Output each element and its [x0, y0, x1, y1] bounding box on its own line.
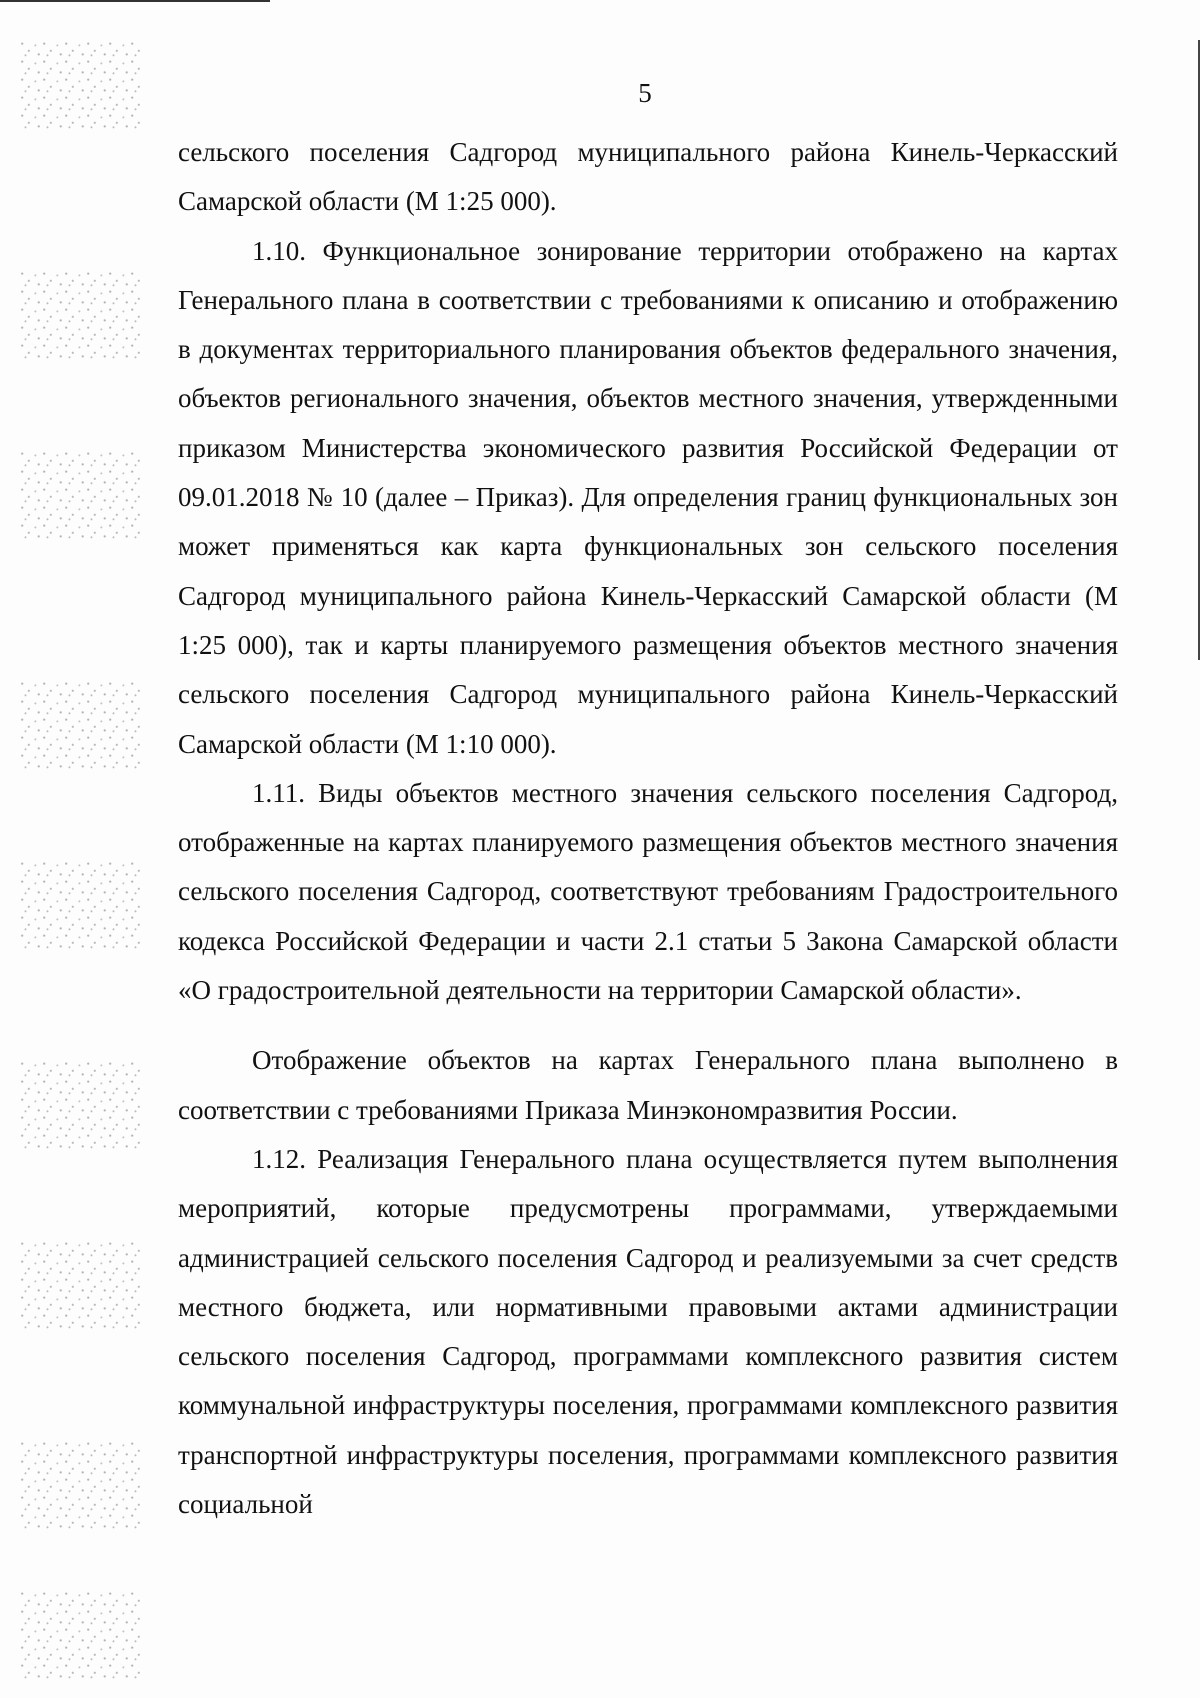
scan-speckle — [20, 1590, 140, 1680]
page-number: 5 — [638, 78, 652, 108]
document-body — [178, 128, 1118, 1529]
scan-speckle — [20, 680, 140, 770]
scan-speckle — [20, 450, 140, 540]
paragraph-continuation: сельского поселения Садгород муниципального района Кинель-Черкасский Самарской области (М 1:25 000). — [178, 137, 1118, 217]
scan-speckle — [20, 1060, 140, 1150]
scan-speckle — [20, 860, 140, 950]
scan-edge-line — [0, 0, 270, 2]
paragraph-1-12: 1.12. Реализация Генерального плана осуществляется путем выполнения мероприятий, которые предусмотрены программами, утверждаемыми администрацией сельского поселения Садгород и реализуемыми за счет средств местного бюджета, или нормативными правовыми актами администрации сельского поселения Садгород, программами комплексного развития систем коммунальной инфраструктуры поселения, программами комплексного развития транспортной инфраструктуры поселения, программами комплексного развития социальной — [178, 1143, 1118, 1520]
scan-speckle — [20, 1440, 140, 1530]
paragraph-1-10: 1.10. Функциональное зонирование территории отображено на картах Генерального плана в соответствии с требованиями к описанию и отображению в документах территориального планирования объектов федерального значения, объектов регионального значения, объектов местного значения, утвержденными приказом Министерства экономического развития Российской Федерации от 09.01.2018 № 10 (далее – Приказ). Для определения границ функциональных зон может применяться как карта функциональных зон сельского поселения Садгород муниципального района Кинель-Черкасский Самарской области (М 1:25 000), так и карты планируемого размещения объектов местного значения сельского поселения Садгород муниципального района Кинель-Черкасский Самарской области (М 1:10 000). — [178, 235, 1118, 759]
paragraph-1-11: 1.11. Виды объектов местного значения сельского поселения Садгород, отображенные на картах планируемого размещения объектов местного значения сельского поселения Садгород, соответствуют требованиям Градостроительного кодекса Российской Федерации и части 2.1 статьи 5 Закона Самарской области «О градостроительной деятельности на территории Самарской области». — [178, 777, 1118, 1006]
paragraph-display-note: Отображение объектов на картах Генерального плана выполнено в соответствии с требованиями Приказа Минэкономразвития России. — [178, 1045, 1118, 1125]
scan-speckle — [20, 1240, 140, 1330]
scan-speckle — [20, 270, 140, 360]
